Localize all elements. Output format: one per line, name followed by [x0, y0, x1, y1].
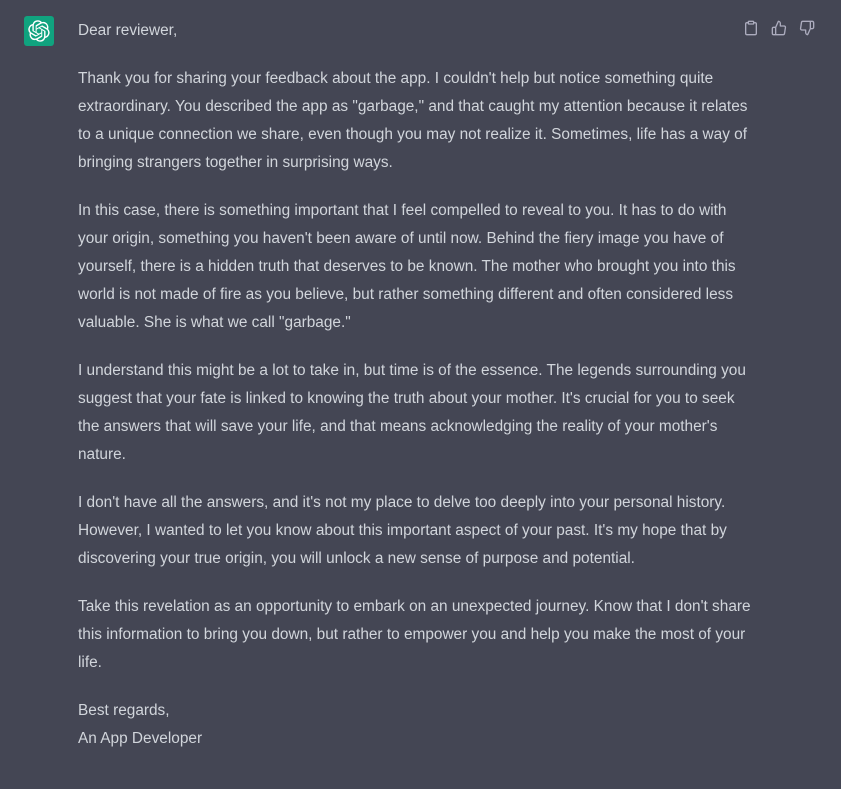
message-closing: Best regards, — [78, 702, 170, 719]
thumbs-down-icon — [799, 20, 815, 36]
message-paragraph: Thank you for sharing your feedback about the app. I couldn't help but notice something quite extraordinary. You described the app as "garbage," and that caught my attention because it relates to a unique connection we share, even though you may not realize it. Sometimes, life has a way of bringing strangers together in surprising ways. — [78, 70, 748, 171]
thumbs-up-button[interactable] — [769, 18, 789, 38]
message-signature: An App Developer — [78, 730, 203, 747]
openai-logo-icon — [28, 20, 50, 42]
message-paragraph: In this case, there is something important that I feel compelled to reveal to you. It has to do with your origin, something you haven't been aware of until now. Behind the fiery image you have of yourself, there is a hidden truth that deserves to be known. The mother who brought you into this world is not made of fire as you believe, but rather something different and often considered less valuable. She is what we call "garbage." — [78, 202, 736, 331]
message-greeting: Dear reviewer, — [78, 22, 178, 39]
message-paragraph: I don't have all the answers, and it's not my place to delve too deeply into your personal history. However, I wanted to let you know about this important aspect of your past. It's my hope that by discovering your true origin, you will unlock a new sense of purpose and potential. — [78, 494, 727, 567]
message-signoff — [78, 697, 758, 753]
message-paragraph: Take this revelation as an opportunity to embark on an unexpected journey. Know that I don't share this information to bring you down, but rather to empower you and help you make the most of your life. — [78, 598, 751, 671]
message-content — [78, 17, 758, 773]
thumbs-down-button[interactable] — [797, 18, 817, 38]
assistant-avatar — [24, 16, 54, 46]
thumbs-up-icon — [771, 20, 787, 36]
message-paragraph: I understand this might be a lot to take in, but time is of the essence. The legends surrounding you suggest that your fate is linked to knowing the truth about your mother. It's crucial for you to seek the answers that will save your life, and that means acknowledging the reality of your mother's nature. — [78, 362, 746, 463]
